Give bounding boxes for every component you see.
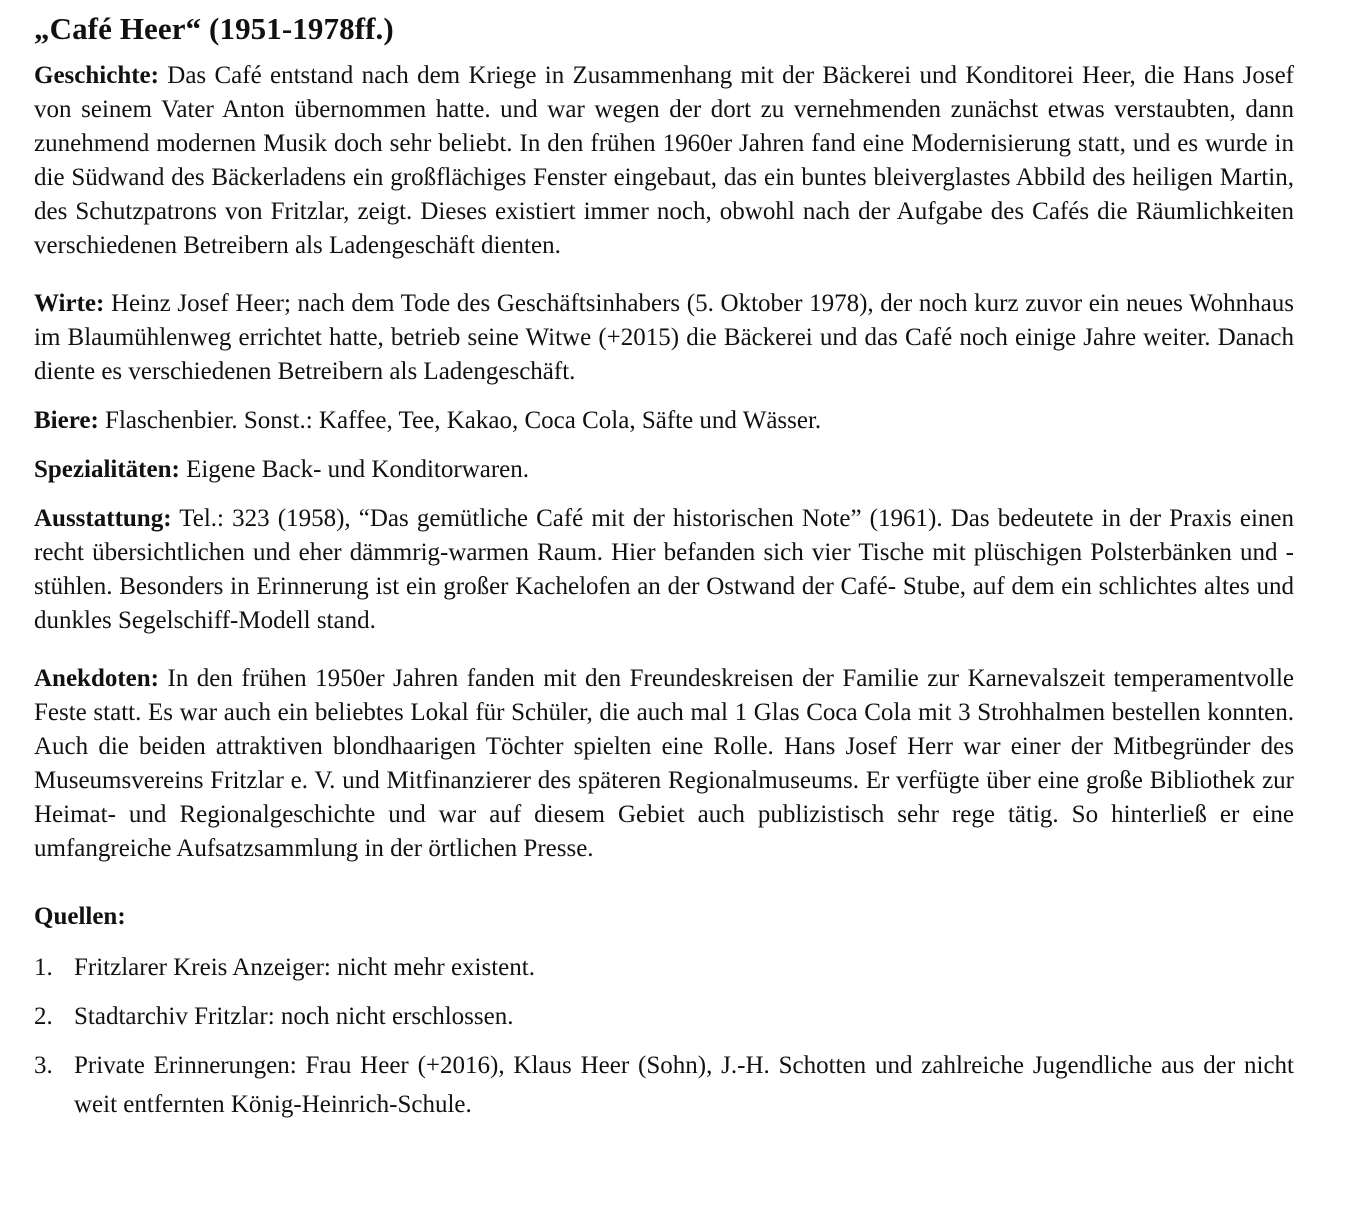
section-ausstattung xyxy=(34,502,1294,638)
source-number: 1. xyxy=(34,954,53,982)
source-item xyxy=(34,1046,1294,1124)
section-geschichte xyxy=(34,59,1294,263)
section-text-geschichte: Das Café entstand nach dem Kriege in Zusammenhang mit der Bäckerei und Konditorei Heer, die Hans Josef von seinem Vater Anton übernommen hatte. und war wegen der dort zu vernehmenden zunächst etwas verstaubten, dann zunehmend modernen Musik doch sehr beliebt. In den frühen 1960er Jahren fand eine Modernisierung statt, und es wurde in die Südwand des Bäckerladens ein großflächiges Fenster eingebaut, das ein buntes bleiverglastes Abbild des heiligen Martin, des Schutzpatrons von Fritzlar, zeigt. Dieses existiert immer noch, obwohl nach der Aufgabe des Cafés die Räumlichkeiten verschiedenen Betreibern als Ladengeschäft dienten. xyxy=(34,62,1294,260)
section-label-spezialitaeten: Spezialitäten: xyxy=(34,456,180,484)
section-biere xyxy=(34,404,1294,438)
page-title: „Café Heer“ (1951-1978ff.) xyxy=(34,11,394,46)
source-number: 3. xyxy=(34,1052,53,1080)
section-anekdoten xyxy=(34,662,1294,866)
source-item xyxy=(34,997,1294,1036)
source-text: Stadtarchiv Fritzlar: noch nicht erschlossen. xyxy=(74,1003,514,1031)
sources-list xyxy=(34,948,1294,1124)
section-wirte xyxy=(34,287,1294,389)
source-text: Fritzlarer Kreis Anzeiger: nicht mehr existent. xyxy=(74,954,535,982)
section-text-ausstattung: Tel.: 323 (1958), “Das gemütliche Café mit der historischen Note” (1961). Das bedeutete in der Praxis einen recht übersichtlichen und eher dämmrig-warmen Raum. Hier befanden sich vier Tische mit plüschigen Polsterbänken und -stühlen. Besonders in Erinnerung ist ein großer Kachelofen an der Ostwand der Café- Stube, auf dem ein schlichtes altes und dunkles Segelschiff-Modell stand. xyxy=(34,505,1294,635)
source-item xyxy=(34,948,1294,987)
section-text-spezialitaeten: Eigene Back- und Konditorwaren. xyxy=(186,456,530,484)
section-text-wirte: Heinz Josef Heer; nach dem Tode des Geschäftsinhabers (5. Oktober 1978), der noch kurz zuvor ein neues Wohnhaus im Blaumühlenweg errichtet hatte, betrieb seine Witwe (+2015) die Bäckerei und das Café noch einige Jahre weiter. Danach diente es verschiedenen Betreibern als Ladengeschäft. xyxy=(34,290,1294,386)
section-label-ausstattung: Ausstattung: xyxy=(34,505,172,533)
section-spezialitaeten xyxy=(34,453,1294,487)
section-label-biere: Biere: xyxy=(34,407,99,435)
section-label-anekdoten: Anekdoten: xyxy=(34,665,160,693)
section-text-anekdoten: In den frühen 1950er Jahren fanden mit den Freundeskreisen der Familie zur Karnevalszeit temperamentvolle Feste statt. Es war auch ein beliebtes Lokal für Schüler, die auch mal 1 Glas Coca Cola mit 3 Strohhalmen bestellen konnten. Auch die beiden attraktiven blondhaarigen Töchter spielten eine Rolle. Hans Josef Herr war einer der Mitbegründer des Museumsvereins Fritzlar e. V. und Mitfinanzierer des späteren Regionalmuseums. Er verfügte über eine große Bibliothek zur Heimat- und Regionalgeschichte und war auf diesem Gebiet auch publizistisch sehr rege tätig. So hinterließ er eine umfangreiche Aufsatzsammlung in der örtlichen Presse. xyxy=(34,665,1294,863)
source-number: 2. xyxy=(34,1003,53,1031)
section-text-biere: Flaschenbier. Sonst.: Kaffee, Tee, Kakao, Coca Cola, Säfte und Wässer. xyxy=(105,407,822,435)
source-text: Private Erinnerungen: Frau Heer (+2016), Klaus Heer (Sohn), J.-H. Schotten und zahlreiche Jugendliche aus der nicht weit entfernten König-Heinrich-Schule. xyxy=(74,1052,1294,1119)
section-label-wirte: Wirte: xyxy=(34,290,105,318)
section-label-geschichte: Geschichte: xyxy=(34,62,159,90)
sources-heading: Quellen: xyxy=(34,903,126,931)
